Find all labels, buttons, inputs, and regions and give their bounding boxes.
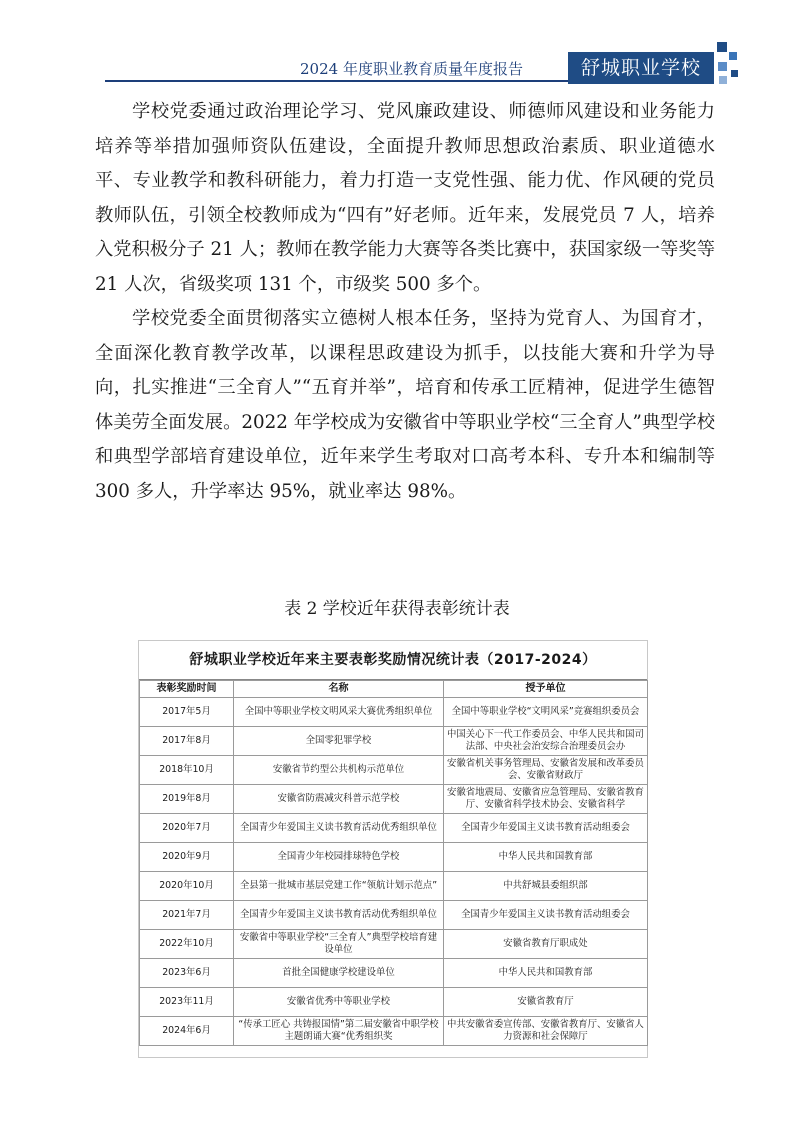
cell-time: 2018年10月: [140, 756, 234, 785]
cell-issuer: 安徽省地震局、安徽省应急管理局、安徽省教育厅、安徽省科学技术协会、安徽省科学: [444, 785, 648, 814]
cell-issuer: 安徽省教育厅职成处: [444, 930, 648, 959]
cell-issuer: 中共舒城县委组织部: [444, 872, 648, 901]
header-issuer: 授予单位: [444, 681, 648, 698]
body-text: [95, 95, 715, 509]
cell-issuer: 中国关心下一代工作委员会、中华人民共和国司法部、中央社会治安综合治理委员会办: [444, 727, 648, 756]
table-row: [140, 959, 648, 988]
cell-time: 2020年7月: [140, 814, 234, 843]
paragraph-teacher-team: 学校党委通过政治理论学习、党风廉政建设、师德师风建设和业务能力培养等举措加强师资队伍建设，全面提升教师思想政治素质、职业道德水平、专业教学和教科研能力，着力打造一支党性强、能力优、作风硬的党员教师队伍，引领全校教师成为“四有”好老师。近年来，发展党员 7 人，培养入党积极分子 21 人；教师在教学能力大赛等各类比赛中，获国家级一等奖等 21 人次，省级奖项 131 个，市级奖 500 多个。: [95, 101, 715, 295]
cell-issuer: 安徽省教育厅: [444, 988, 648, 1017]
cell-name: 全国零犯罪学校: [234, 727, 444, 756]
table-row: [140, 843, 648, 872]
honors-table-title: 舒城职业学校近年来主要表彰奖励情况统计表（2017-2024）: [139, 641, 647, 680]
cell-time: 2017年8月: [140, 727, 234, 756]
cell-name: 安徽省中等职业学校“三全育人”典型学校培育建设单位: [234, 930, 444, 959]
table-row: [140, 930, 648, 959]
table-row: [140, 785, 648, 814]
table-row: [140, 727, 648, 756]
cell-time: 2020年9月: [140, 843, 234, 872]
cell-time: 2021年7月: [140, 901, 234, 930]
cell-name: 安徽省防震减灾科普示范学校: [234, 785, 444, 814]
cell-name: 全国青少年校园排球特色学校: [234, 843, 444, 872]
cell-name: 全国青少年爱国主义读书教育活动优秀组织单位: [234, 901, 444, 930]
cell-time: 2019年8月: [140, 785, 234, 814]
paragraph-moral-education: 学校党委全面贯彻落实立德树人根本任务，坚持为党育人、为国育才，全面深化教育教学改革，以课程思政建设为抓手，以技能大赛和升学为导向，扎实推进“三全育人”“五育并举”，培育和传承工匠精神，促进学生德智体美劳全面发展。2022 年学校成为安徽省中等职业学校“三全育人”典型学校和典型学部培育建设单位，近年来学生考取对口高考本科、专升本和编制等 300 多人，升学率达 95%，就业率达 98%。: [95, 308, 715, 502]
cell-name: 全国青少年爱国主义读书教育活动优秀组织单位: [234, 814, 444, 843]
cell-issuer: 全国青少年爱国主义读书教育活动组委会: [444, 901, 648, 930]
cell-time: 2023年11月: [140, 988, 234, 1017]
cell-issuer: 全国中等职业学校“文明风采”竞赛组织委员会: [444, 698, 648, 727]
cell-time: 2023年6月: [140, 959, 234, 988]
cell-issuer: 安徽省机关事务管理局、安徽省发展和改革委员会、安徽省财政厅: [444, 756, 648, 785]
school-name-banner: 舒城职业学校: [568, 52, 714, 84]
cell-issuer: 中华人民共和国教育部: [444, 959, 648, 988]
cell-time: 2017年5月: [140, 698, 234, 727]
cell-time: 2020年10月: [140, 872, 234, 901]
header-time: 表彰奖励时间: [140, 681, 234, 698]
cell-time: 2024年6月: [140, 1017, 234, 1046]
cell-name: “传承工匠心 共铸报国情”第二届安徽省中职学校主题朗诵大赛“优秀组织奖: [234, 1017, 444, 1046]
table-row: [140, 901, 648, 930]
cell-issuer: 中华人民共和国教育部: [444, 843, 648, 872]
header-name: 名称: [234, 681, 444, 698]
honors-table-figure: [138, 640, 648, 1058]
table-row: [140, 872, 648, 901]
header-rule: [105, 80, 571, 82]
cell-name: 安徽省优秀中等职业学校: [234, 988, 444, 1017]
table-caption: 表 2 学校近年获得表彰统计表: [284, 599, 510, 619]
cell-issuer: 全国青少年爱国主义读书教育活动组委会: [444, 814, 648, 843]
table-row: [140, 698, 648, 727]
honors-table: [139, 680, 648, 1046]
cell-name: 全国中等职业学校文明风采大赛优秀组织单位: [234, 698, 444, 727]
table-row: [140, 756, 648, 785]
cell-name: 全县第一批城市基层党建工作“领航计划示范点”: [234, 872, 444, 901]
report-title: 2024 年度职业教育质量年度报告: [300, 60, 523, 78]
cell-issuer: 中共安徽省委宣传部、安徽省教育厅、安徽省人力资源和社会保障厅: [444, 1017, 648, 1046]
table-row: [140, 1017, 648, 1046]
cell-name: 安徽省节约型公共机构示范单位: [234, 756, 444, 785]
table-row: [140, 814, 648, 843]
table-row: [140, 988, 648, 1017]
table-header-row: [140, 681, 648, 698]
cell-name: 首批全国健康学校建设单位: [234, 959, 444, 988]
cell-time: 2022年10月: [140, 930, 234, 959]
